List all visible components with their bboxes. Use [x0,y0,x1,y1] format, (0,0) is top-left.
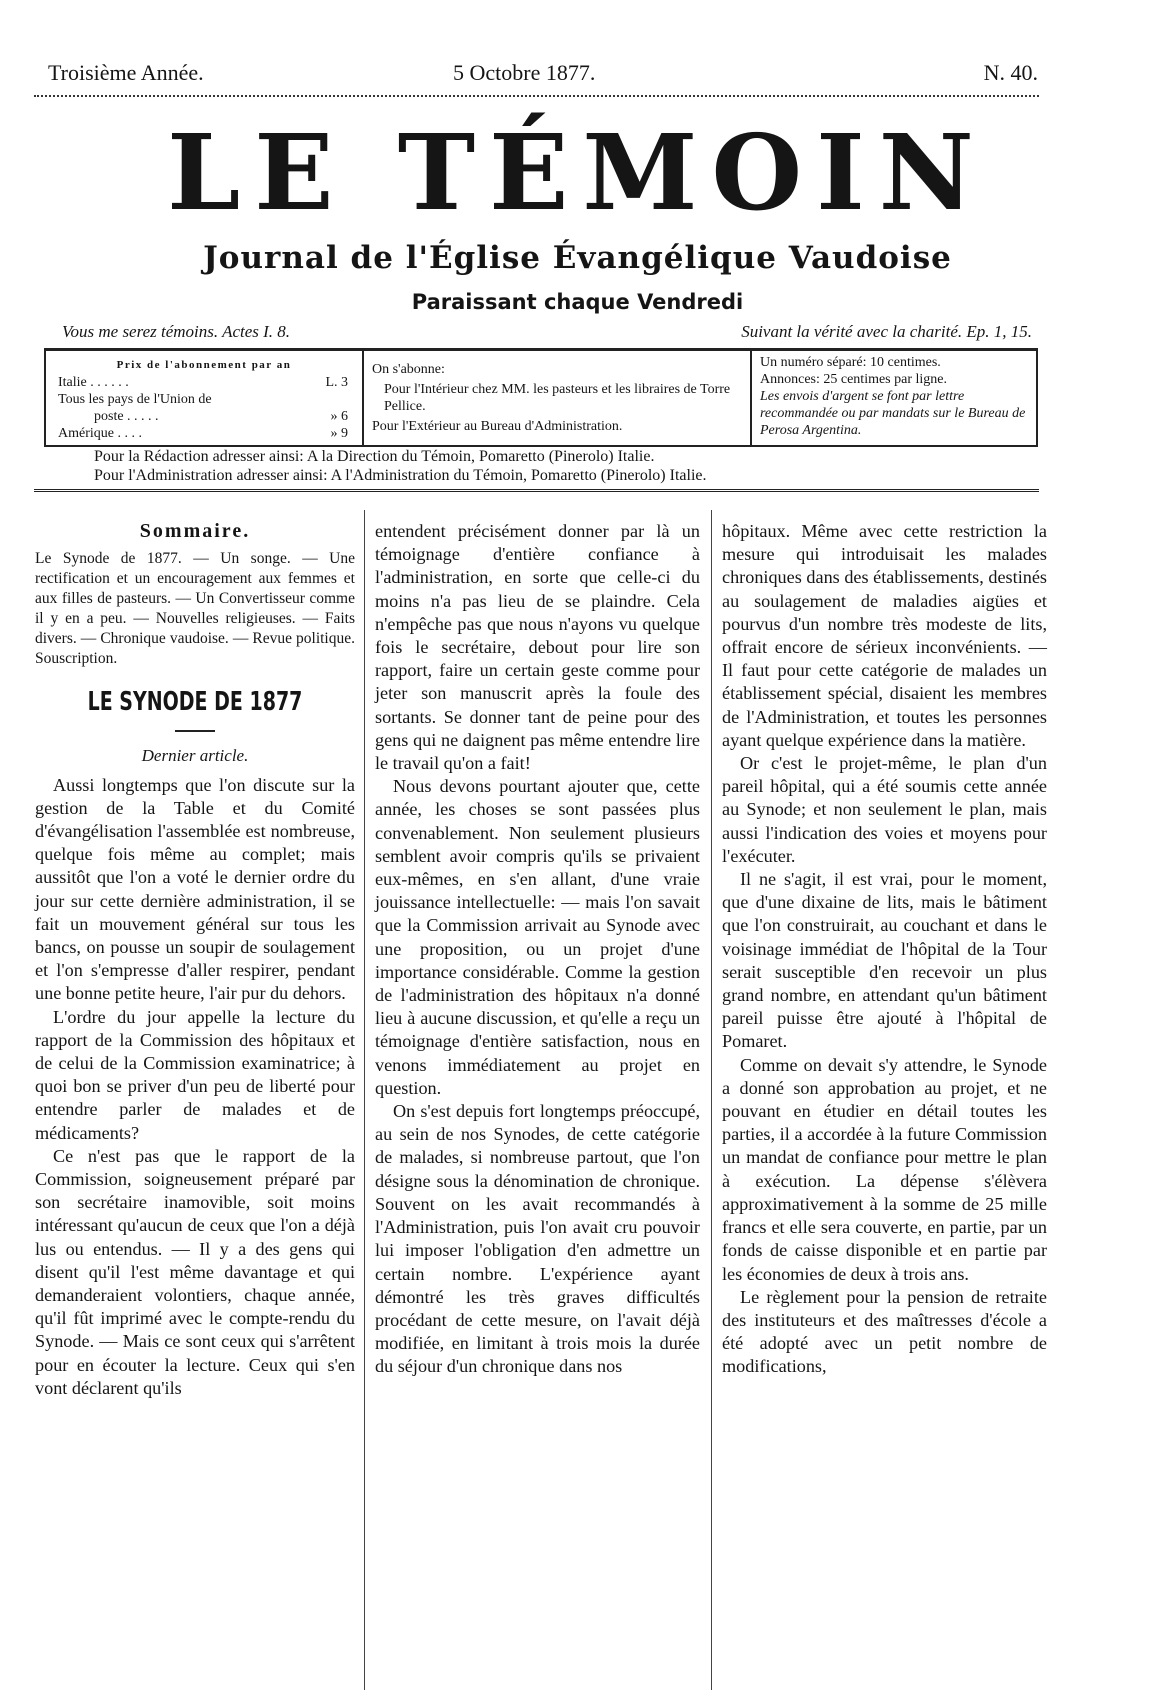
article-subtitle: Dernier article. [141,746,249,766]
column-1 [35,514,355,1400]
paragraph: hôpitaux. Même avec cette restriction la mesure qui introduisait les malades chroniques dans des établissements, destinés au soulagement de maladies aigües et pourvus d'un nombre très modeste de lits, offrait encore de sérieux inconvénients. — Il faut pour cette catégorie de malades un établissement spécial, disaient les membres de l'Administration, et toutes les personnes ayant quelque expérience dans la matière. [722,521,1047,750]
subscription-box [44,348,1038,447]
issue-date: 5 Octobre 1877. [453,60,596,85]
info-line: Annonces: 25 centimes par ligne. [760,372,948,387]
price-row: Italie . . . . . . L. 3 [58,375,348,390]
price-row: poste . . . . . » 6 [94,409,348,424]
epigraph-left: Vous me serez témoins. Actes I. 8. [62,322,291,341]
issue-year: Troisième Année. [48,60,204,85]
newspaper-title: LE TÉMOIN [167,111,988,234]
address-block [94,447,1044,485]
paragraph: Le règlement pour la pension de retraite des instituteurs et des maîtresses d'école a été adopté avec un petit nombre de modifications, [722,1286,1047,1377]
paragraph: Aussi longtemps que l'on discute sur la gestion de la Table et du Comité d'évangélisation l'assemblée est nombreuse, quelque fois même au complet; mais aussitôt que l'on a voté le dernier ordre du jour sur cette dernière administration, il se fait un mouvement général sur tous les bancs, on pousse un soupir de soulagement et l'on s'empresse d'aller respirer, pendant une bonne petite heure, l'air pur du dehors. [35,774,355,1004]
redaction-address: Pour la Rédaction adresser ainsi: A la Direction du Témoin, Pomaretto (Pinerolo) Italie. [94,448,655,465]
subscribe-line: Pour l'Intérieur chez MM. les pasteurs et les libraires de Torre Pellice. [384,382,731,414]
masthead-divider [34,489,1039,492]
paragraph: Il ne s'agit, il est vrai, pour le moment, que d'une dixaine de lits, mais le bâtiment que l'on construirait, au couchant et dans le voisinage immédiat de l'hôpital de la Tour serait susceptible d'en recevoir un plus grand nombre, en attendant qu'un bâtiment pareil puisse être ajouté à l'hôpital de Pomaret. [722,869,1047,1052]
paragraph: Or c'est le projet-même, le plan d'un pareil hôpital, qui a été soumis cette année au Synode; et non seulement le plan, mais aussi l'indication des voies et moyens pour l'exécuter. [722,753,1047,866]
article-title: LE SYNODE DE 1877 [87,687,303,717]
sommaire-text: Le Synode de 1877. — Un songe. — Une rectification et un encouragement aux femmes et aux filles de pasteurs. — Un Convertisseur comme il y en a peu. — Nouvelles religieuses. — Faits divers. — Chronique vaudoise. — Revue politique. Souscription. [35,550,355,668]
info-line: Un numéro séparé: 10 centimes. [760,355,941,370]
issue-header [48,60,1038,94]
sommaire-title: Sommaire. [139,520,251,542]
paragraph: L'ordre du jour appelle la lecture du rapport de la Commission des hôpitaux et de celui de la Commission examinatrice; à quoi bon se priver d'un peu de liberté pour entendre parler de malades et de médicaments? [35,1006,355,1143]
newspaper-subtitle: Journal de l'Église Évangélique Vaudoise [203,240,952,276]
paragraph: Comme on devait s'y attendre, le Synode a donné son approbation au projet, et ne pouvant en étudier en détail toutes les parties, il a accordée à la future Commission un mandat de confiance pour mettre le plan à exécution. La dépense s'élèvera approximativement à la somme de 25 mille francs et elle sera couverte, en partie, par un fonds de caisse disponible et en partie par les économies de deux à trois ans. [722,1054,1047,1284]
subscribe-line: Pour l'Extérieur au Bureau d'Administration. [372,419,623,434]
paragraph: Ce n'est pas que le rapport de la Commission, soigneusement préparé par son secrétaire inamovible, soit moins intéressant qu'aucun de ceux que l'on a déjà lus ou entendus. — Il y a des gens qui disent qu'il l'est même davantage et qui demanderaient volontiers, chaque année, qu'il fût imprimé avec le compte-rendu du Synode. — Mais ce sont ceux qui s'arrêtent pour en écouter la lecture. Ceux qui s'en vont déclarent qu'ils [35,1145,355,1398]
subscribe-column [364,351,752,445]
header-divider [34,95,1039,103]
epigraph [62,322,1032,346]
column-rule [364,510,365,1690]
info-column [752,351,1036,445]
publication-frequency: Paraissant chaque Vendredi [411,290,744,314]
paragraph: entendent précisément donner par là un témoignage d'entière confiance à l'administration, en sorte que celle-ci du moins n'a pas lieu de se plaindre. Cela n'empêche pas que nous n'ayons vu quelque fois le secrétaire, debout pour lire son rapport, faire un certain geste comme pour jeter son manuscrit après la foule des sortants. Se donner tant de peine pour des gens qui ne daignent pas même entendre lire le travail qu'on a fait! [375,521,700,774]
administration-address: Pour l'Administration adresser ainsi: A l'Administration du Témoin, Pomaretto (Pinerolo) Italie. [94,467,707,484]
paragraph: On s'est depuis fort longtemps préoccupé, au sein de nos Synodes, de cette catégorie de malades, si nombreuse partout, que l'on désigne sous la dénomination de chronique. Souvent on les avait recommandés à l'Administration, puis l'on avait cru pouvoir lui imposer l'obligation d'en admettre un certain nombre. L'expérience ayant démontré les très graves difficultés procédant de cette mesure, on l'avait déjà modifiée, en limitant à trois mois la durée du séjour d'un chronique dans nos [375,1101,700,1377]
price-row: Amérique . . . . » 9 [58,426,348,441]
column-2 [375,520,700,1379]
paragraph: Nous devons pourtant ajouter que, cette année, les choses se sont passées plus convenablement. Non seulement plusieurs semblent avoir compris qu'ils se privaient eux-mêmes, en s'en allant, d'une vraie jouissance intellectuelle: — mais l'on savait que la Commission arrivait au Synode avec une proposition, ou un projet d'une importance considérable. Comme la gestion de l'administration des hôpitaux n'a donné lieu à aucune discussion, et qu'elle a reçu un témoignage d'entière satisfaction, nous en venons immédiatement au projet en question. [375,776,700,1098]
epigraph-right: Suivant la vérité avec la charité. Ep. 1, 15. [741,322,1032,341]
column-rule [711,510,712,1690]
price-header: Prix de l'abonnement par an [116,359,292,371]
info-line: Les envois d'argent se font par lettre recommandée ou par mandats sur le Bureau de Perosa Argentina. [760,389,1026,438]
price-column [46,351,364,445]
subscribe-line: On s'abonne: [372,362,445,377]
price-row: Tous les pays de l'Union de [58,392,212,407]
column-3 [722,520,1047,1379]
article-title-rule [175,730,215,732]
issue-number: N. 40. [983,60,1038,85]
